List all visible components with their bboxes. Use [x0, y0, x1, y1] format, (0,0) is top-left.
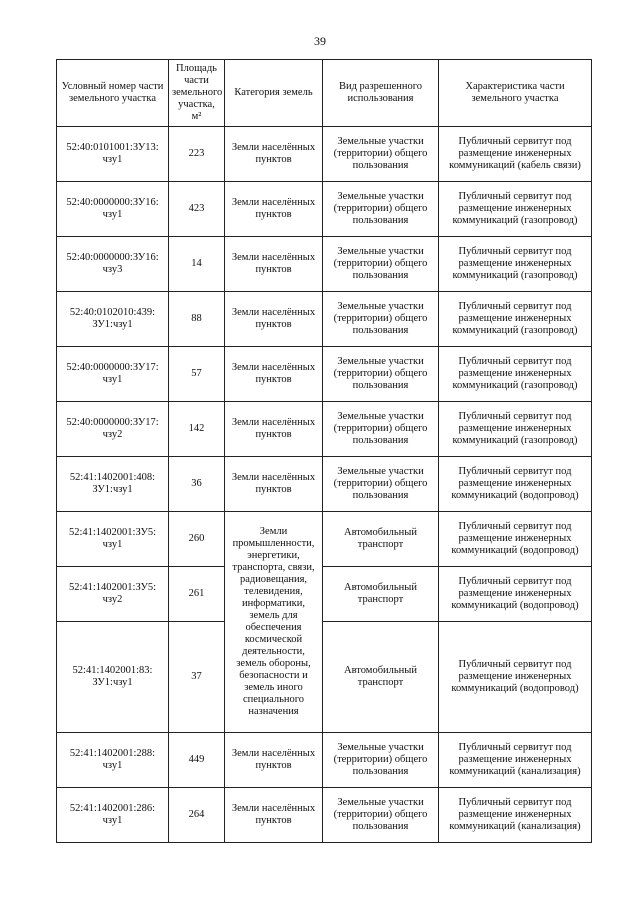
land-category-cell: Земли населённых пунктов — [225, 292, 323, 347]
permitted-use-cell: Автомобильный транспорт — [323, 567, 439, 622]
area-cell: 36 — [169, 457, 225, 512]
characteristic-cell: Публичный сервитут под размещение инженерных коммуникаций (водопровод) — [439, 457, 592, 512]
table-row — [57, 788, 592, 843]
area-cell: 223 — [169, 127, 225, 182]
table-row — [57, 402, 592, 457]
parcel-number-cell: 52:40:0102010:439: ЗУ1:чзу1 — [57, 292, 169, 347]
area-cell: 14 — [169, 237, 225, 292]
parcel-number-cell: 52:40:0000000:ЗУ17: чзу2 — [57, 402, 169, 457]
characteristic-cell: Публичный сервитут под размещение инженерных коммуникаций (водопровод) — [439, 512, 592, 567]
land-category-cell: Земли населённых пунктов — [225, 402, 323, 457]
area-cell: 261 — [169, 567, 225, 622]
table-row — [57, 292, 592, 347]
page-number: 39 — [314, 34, 326, 48]
area-cell: 37 — [169, 622, 225, 733]
permitted-use-cell: Земельные участки (территории) общего пользования — [323, 292, 439, 347]
table-row — [57, 512, 592, 567]
land-category-cell: Земли населённых пунктов — [225, 127, 323, 182]
area-cell: 57 — [169, 347, 225, 402]
table-row — [57, 237, 592, 292]
area-cell: 142 — [169, 402, 225, 457]
permitted-use-cell: Земельные участки (территории) общего пользования — [323, 457, 439, 512]
permitted-use-cell: Земельные участки (территории) общего пользования — [323, 237, 439, 292]
header-characteristic: Характеристика части земельного участка — [439, 60, 592, 127]
area-cell: 423 — [169, 182, 225, 237]
parcel-number-cell: 52:40:0101001:ЗУ13: чзу1 — [57, 127, 169, 182]
table-row — [57, 457, 592, 512]
table-row — [57, 127, 592, 182]
parcel-number-cell: 52:41:1402001:286: чзу1 — [57, 788, 169, 843]
permitted-use-cell: Земельные участки (территории) общего пользования — [323, 182, 439, 237]
characteristic-cell: Публичный сервитут под размещение инженерных коммуникаций (газопровод) — [439, 182, 592, 237]
table-header-row — [57, 60, 592, 127]
area-cell: 260 — [169, 512, 225, 567]
characteristic-cell: Публичный сервитут под размещение инженерных коммуникаций (газопровод) — [439, 402, 592, 457]
parcel-number-cell: 52:40:0000000:ЗУ16: чзу1 — [57, 182, 169, 237]
table-row — [57, 567, 592, 622]
land-category-cell: Земли населённых пунктов — [225, 182, 323, 237]
header-area: Площадь части земельного участка, м² — [169, 60, 225, 127]
permitted-use-cell: Земельные участки (территории) общего пользования — [323, 127, 439, 182]
parcel-number-cell: 52:40:0000000:ЗУ17: чзу1 — [57, 347, 169, 402]
characteristic-cell: Публичный сервитут под размещение инженерных коммуникаций (газопровод) — [439, 347, 592, 402]
area-cell: 449 — [169, 733, 225, 788]
characteristic-cell: Публичный сервитут под размещение инженерных коммуникаций (кабель связи) — [439, 127, 592, 182]
characteristic-cell: Публичный сервитут под размещение инженерных коммуникаций (водопровод) — [439, 567, 592, 622]
land-parcels-table — [56, 59, 592, 843]
parcel-number-cell: 52:41:1402001:83: ЗУ1:чзу1 — [57, 622, 169, 733]
land-category-cell: Земли населённых пунктов — [225, 733, 323, 788]
parcel-number-cell: 52:41:1402001:ЗУ5: чзу2 — [57, 567, 169, 622]
permitted-use-cell: Земельные участки (территории) общего пользования — [323, 402, 439, 457]
table-row — [57, 733, 592, 788]
characteristic-cell: Публичный сервитут под размещение инженерных коммуникаций (газопровод) — [439, 292, 592, 347]
permitted-use-cell: Автомобильный транспорт — [323, 622, 439, 733]
land-category-cell: Земли населённых пунктов — [225, 788, 323, 843]
permitted-use-cell: Автомобильный транспорт — [323, 512, 439, 567]
permitted-use-cell: Земельные участки (территории) общего пользования — [323, 733, 439, 788]
permitted-use-cell: Земельные участки (территории) общего пользования — [323, 788, 439, 843]
parcel-number-cell: 52:41:1402001:288: чзу1 — [57, 733, 169, 788]
land-category-cell: Земли населённых пунктов — [225, 457, 323, 512]
header-land-category: Категория земель — [225, 60, 323, 127]
characteristic-cell: Публичный сервитут под размещение инженерных коммуникаций (канализация) — [439, 788, 592, 843]
area-cell: 264 — [169, 788, 225, 843]
permitted-use-cell: Земельные участки (территории) общего пользования — [323, 347, 439, 402]
header-permitted-use: Вид разрешенного использования — [323, 60, 439, 127]
table-row — [57, 622, 592, 733]
land-category-cell: Земли населённых пунктов — [225, 237, 323, 292]
characteristic-cell: Публичный сервитут под размещение инженерных коммуникаций (водопровод) — [439, 622, 592, 733]
land-category-merged-cell: Земли промышленности, энергетики, транспорта, связи, радиовещания, телевидения, информатики, земель для обеспечения космической деятельности, земель обороны, безопасности и земель иного специального назначения — [225, 512, 323, 733]
table-row — [57, 347, 592, 402]
characteristic-cell: Публичный сервитут под размещение инженерных коммуникаций (газопровод) — [439, 237, 592, 292]
parcel-number-cell: 52:41:1402001:ЗУ5: чзу1 — [57, 512, 169, 567]
characteristic-cell: Публичный сервитут под размещение инженерных коммуникаций (канализация) — [439, 733, 592, 788]
parcel-number-cell: 52:40:0000000:ЗУ16: чзу3 — [57, 237, 169, 292]
parcel-number-cell: 52:41:1402001:408: ЗУ1:чзу1 — [57, 457, 169, 512]
land-category-cell: Земли населённых пунктов — [225, 347, 323, 402]
header-parcel-number: Условный номер части земельного участка — [57, 60, 169, 127]
area-cell: 88 — [169, 292, 225, 347]
table-row — [57, 182, 592, 237]
